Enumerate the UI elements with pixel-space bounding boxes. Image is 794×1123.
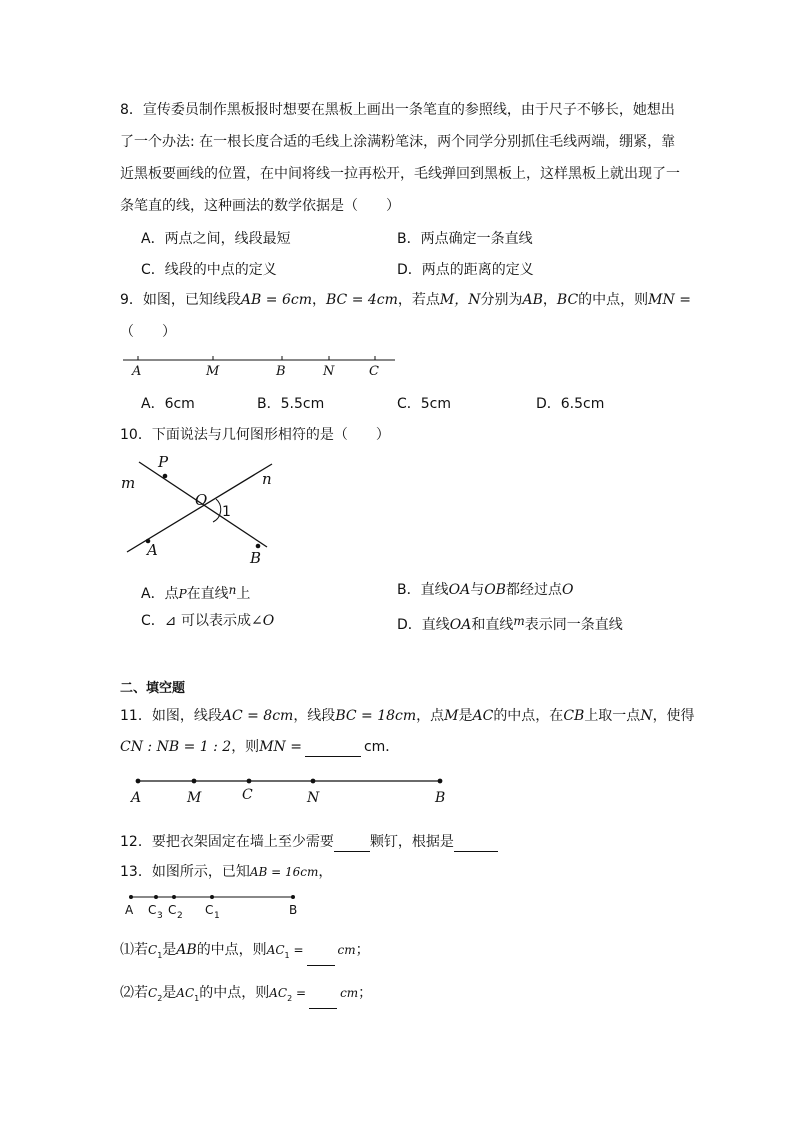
q13-s1-eq: = (289, 943, 304, 957)
q11-label-b: B (435, 790, 446, 806)
q10-label-n: n (262, 470, 272, 488)
q10-figure (115, 452, 295, 570)
q11-text-1: 11．如图，线段 (120, 708, 222, 724)
q9-label-a: A (132, 364, 142, 379)
q10-point-b (256, 544, 261, 549)
q11-figure (125, 770, 455, 810)
q9-label-n: N (323, 364, 335, 379)
q13-s2-unit: cm (340, 986, 359, 1000)
q10-label-b: B (250, 549, 262, 567)
q11-point-b (438, 779, 443, 784)
question-12 (120, 832, 498, 852)
q13-point-c1 (210, 895, 214, 899)
q13-s2-ac2: AC (269, 986, 288, 1000)
q11-text-5: 的中点，在 (493, 708, 564, 724)
q9-option-d: D．6.5cm (536, 396, 605, 412)
q8-stem-line-1: 8．宣传委员制作黑板报时想要在黑板上画出一条笔直的参照线，由于尺子不够长，她想出 (120, 102, 675, 118)
q9-text-1: 9．如图，已知线段 (120, 292, 241, 308)
q10-b-text-2: 与 (470, 582, 485, 598)
q13-s1-end: ； (355, 942, 370, 958)
q10-c-text-1: C．⊿ 可以表示成 (141, 613, 251, 629)
q13-s1-c1-sub: 1 (157, 950, 163, 960)
q13-s2-ac2-sub: 2 (287, 993, 293, 1003)
q9-bc: BC (556, 292, 579, 308)
q13-s2-c2-sub: 2 (157, 993, 163, 1003)
q13-text-1: 13．如图所示，已知 (120, 864, 250, 880)
q9-comma-2: ， (542, 292, 557, 308)
q10-c-angle: ∠O (250, 613, 275, 629)
q11-text-6: 上取一点 (584, 708, 641, 724)
q11-mn-eq: MN = (259, 739, 302, 755)
q11-stem-line-2 (120, 737, 399, 757)
q10-a-n: n (228, 583, 237, 597)
q10-stem: 10．下面说法与几何图形相符的是（ ） (120, 427, 390, 443)
q8-option-a: A．两点之间，线段最短 (141, 231, 291, 247)
q10-angle-arc (213, 499, 221, 522)
q13-s1-answer-blank[interactable] (307, 951, 335, 966)
q10-b-oa: OA (448, 582, 471, 598)
q10-option-a (141, 580, 250, 604)
q10-point-p (163, 474, 168, 479)
q9-text-2: ，若点 (397, 292, 440, 308)
q13-s2-answer-blank[interactable] (309, 994, 337, 1009)
q10-a-text-1: A．点 (141, 586, 179, 602)
q8-option-c: C．线段的中点的定义 (141, 262, 277, 278)
q10-a-text-3: 上 (236, 586, 251, 602)
q11-label-n: N (307, 790, 320, 806)
q9-label-b: B (276, 364, 286, 379)
q12-answer-blank-2[interactable] (454, 837, 498, 852)
q9-comma-1: ， (311, 292, 326, 308)
q9-option-b: B．5.5cm (257, 396, 325, 412)
q11-stem-line-1 (120, 706, 695, 726)
q9-option-a: A．6cm (141, 396, 195, 412)
q10-d-text-1: D．直线 (397, 617, 450, 633)
q13-stem (120, 862, 332, 882)
q13-s2-text-2: 是 (162, 985, 177, 1001)
q13-label-c3-sub: 3 (157, 911, 163, 921)
q13-s1-ab: AB (176, 942, 197, 958)
q13-figure (120, 888, 310, 924)
q11-label-c: C (242, 787, 253, 803)
q9-text-4: 的中点，则 (578, 292, 649, 308)
q9-stem-line-2: （ ） (120, 324, 176, 340)
q13-s1-ac1-sub: 1 (284, 950, 290, 960)
q11-unit: cm． (363, 739, 400, 755)
q13-s1-c1: C (148, 943, 158, 957)
q11-point-c (247, 779, 252, 784)
q9-option-c: C．5cm (397, 396, 452, 412)
q9-stem-line-1 (120, 290, 691, 310)
q13-ab-eq: AB = 16cm (249, 865, 319, 879)
q13-sub-1 (120, 940, 370, 966)
q10-d-text-2: 和直线 (471, 617, 514, 633)
q13-text-2: ， (318, 864, 333, 880)
q13-point-a (129, 895, 133, 899)
q13-point-b (291, 895, 295, 899)
q10-d-oa: OA (449, 617, 472, 633)
q9-points-mn: M，N (439, 292, 481, 308)
q11-ac-eq: AC = 8cm (221, 708, 294, 724)
q10-b-text-1: B．直线 (397, 582, 449, 598)
q13-label-a: A (125, 903, 134, 917)
q13-s1-unit: cm (337, 943, 356, 957)
q10-b-text-3: 都经过点 (505, 582, 562, 598)
q9-ab-eq: AB = 6cm (240, 292, 312, 308)
q10-option-b (397, 580, 573, 600)
q9-figure (118, 350, 408, 380)
q11-text-2: ，线段 (293, 708, 336, 724)
q13-s1-text-3: 的中点，则 (196, 942, 267, 958)
q13-s1-text-2: 是 (162, 942, 177, 958)
q11-n: N (640, 708, 653, 724)
q9-mn-eq: MN = (648, 292, 691, 308)
q10-label-o: O (195, 491, 208, 509)
q13-s2-c2: C (148, 986, 158, 1000)
q8-stem-line-3: 近黑板要画线的位置，在中间将线一拉再松开，毛线弹回到黑板上，这样黑板上就出现了一 (120, 166, 680, 182)
q11-m: M (444, 708, 459, 724)
q13-sub-2 (120, 983, 372, 1009)
q13-label-c1-sub: 1 (214, 911, 220, 921)
q10-a-p: P (178, 587, 187, 601)
q13-s2-text-1: ⑵若 (120, 985, 148, 1001)
q13-s1-text-1: ⑴若 (120, 942, 148, 958)
q10-label-p: P (158, 453, 169, 471)
q11-answer-blank[interactable] (305, 742, 361, 757)
q13-s2-ac1: AC (176, 986, 195, 1000)
q10-d-text-3: 表示同一条直线 (524, 617, 623, 633)
q10-d-m: m (513, 614, 525, 628)
q10-label-m: m (121, 474, 136, 492)
q8-option-d: D．两点的距离的定义 (397, 262, 534, 278)
q13-label-c1: C (205, 903, 214, 917)
q10-option-d (397, 611, 623, 635)
q11-label-m: M (187, 790, 202, 806)
q10-option-c (141, 611, 274, 631)
section-heading: 二、填空题 (120, 681, 186, 696)
q10-label-a: A (147, 541, 158, 559)
q11-point-a (136, 779, 141, 784)
q10-a-text-2: 在直线 (186, 586, 229, 602)
q13-s2-ac1-sub: 1 (194, 993, 200, 1003)
q9-bc-eq: BC = 4cm (325, 292, 398, 308)
q8-stem-line-2: 了一个办法: 在一根长度合适的毛线上涂满粉笔沫，两个同学分别抓住毛线两端，绷紧，靠 (120, 134, 676, 150)
q11-text-4: 是 (458, 708, 473, 724)
q13-point-c2 (172, 895, 176, 899)
q11-cb: CB (563, 708, 585, 724)
q11-ratio: CN : NB = 1 : 2 (120, 739, 232, 755)
q10-label-1: 1 (222, 504, 231, 520)
q9-ab: AB (522, 292, 543, 308)
q12-answer-blank-1[interactable] (334, 837, 370, 852)
q10-b-o: O (561, 582, 574, 598)
q11-text-8: ，则 (231, 739, 260, 755)
q11-point-n (311, 779, 316, 784)
q11-text-3: ，点 (416, 708, 445, 724)
q13-s1-ac1: AC (266, 943, 285, 957)
q12-text-2: 颗钉，根据是 (369, 834, 454, 850)
q10-b-ob: OB (484, 582, 506, 598)
q11-text-7: ，使得 (652, 708, 695, 724)
q12-text-1: 12．要把衣架固定在墙上至少需要 (120, 834, 334, 850)
q13-s2-eq: = (292, 986, 307, 1000)
q13-label-c3: C (148, 903, 157, 917)
q13-label-b: B (289, 903, 298, 917)
q9-label-m: M (206, 364, 220, 379)
q9-label-c: C (369, 364, 379, 379)
q11-bc-eq: BC = 18cm (335, 708, 417, 724)
q8-option-b: B．两点确定一条直线 (397, 231, 533, 247)
q13-s2-end: ； (358, 985, 373, 1001)
q11-point-m (192, 779, 197, 784)
q13-label-c2-sub: 2 (177, 911, 183, 921)
q13-s2-text-3: 的中点，则 (199, 985, 270, 1001)
q13-point-c3 (154, 895, 158, 899)
q11-ac: AC (472, 708, 494, 724)
q9-text-3: 分别为 (480, 292, 523, 308)
q8-stem-line-4: 条笔直的线，这种画法的数学依据是（ ） (120, 198, 400, 214)
q11-label-a: A (131, 790, 142, 806)
q13-label-c2: C (168, 903, 177, 917)
